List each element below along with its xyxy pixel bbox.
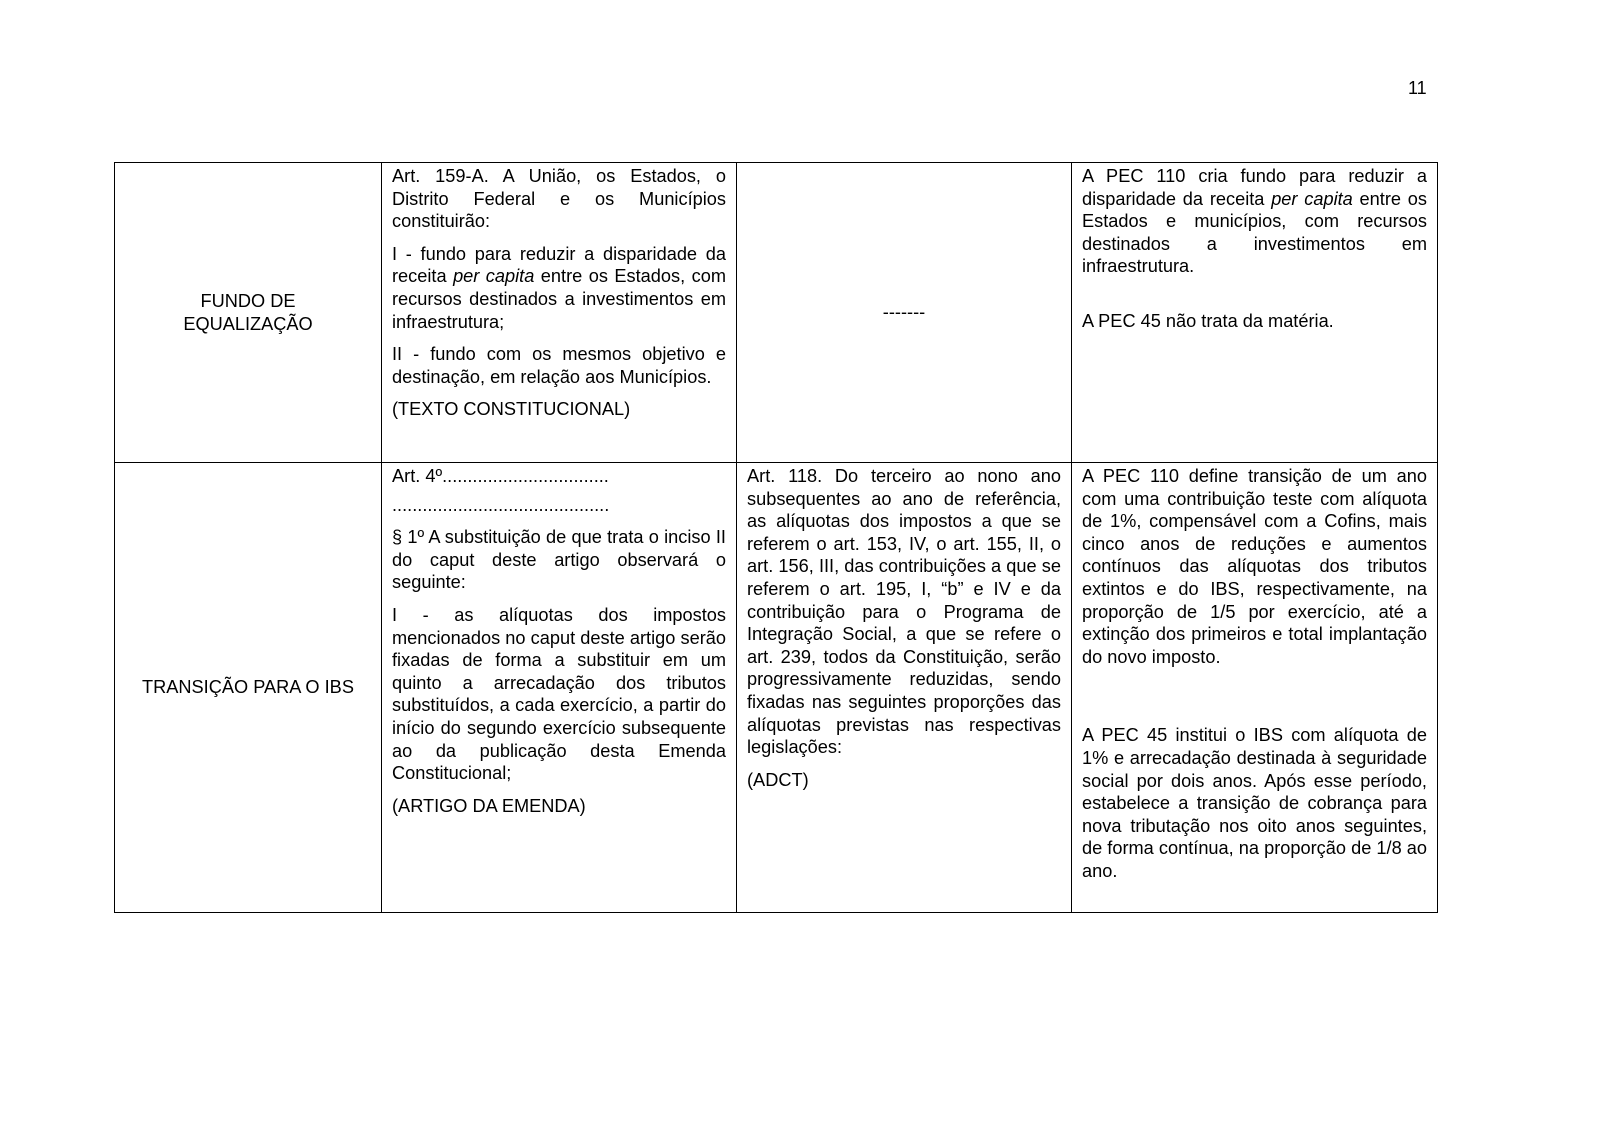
topic-label: FUNDO DE EQUALIZAÇÃO [183, 290, 313, 334]
text-paragraph: A PEC 110 cria fundo para reduzir a disparidade da receita per capita entre os Estados e municípios, com recursos destinados a investimentos em infraestrutura. [1082, 166, 1427, 277]
text-paragraph: I - fundo para reduzir a disparidade da receita per capita entre os Estados, com recursos destinados a investimentos em infraestrutura; [392, 243, 726, 332]
pec45-text-cell [737, 463, 1072, 913]
topic-cell [115, 163, 382, 463]
text-paragraph: A PEC 45 não trata da matéria. [1082, 310, 1334, 331]
comparison-table [114, 162, 1438, 913]
text-paragraph: II - fundo com os mesmos objetivo e destinação, em relação aos Municípios. [392, 344, 726, 387]
constitutional-text-cell [382, 163, 737, 463]
text-paragraph: Art. 4º................................. [392, 466, 609, 486]
table-row [115, 163, 1438, 463]
pec45-text-cell [737, 163, 1072, 463]
page-number: 11 [1408, 78, 1427, 98]
text-paragraph: ........................................... [392, 494, 610, 515]
text-paragraph: A PEC 110 define transição de um ano com uma contribuição teste com alíquota de 1%, compensável com a Cofins, mais cinco anos de reduções e aumentos contínuos das alíquotas dos tributos extintos e do IBS, respectivamente, na proporção de 1/5 por exercício, até a extinção dos primeiros e total implantação do novo imposto. [1082, 466, 1427, 667]
commentary-cell [1072, 463, 1438, 913]
source-label: (TEXTO CONSTITUCIONAL) [392, 399, 631, 420]
table-row [115, 463, 1438, 913]
text-paragraph: § 1º A substituição de que trata o inciso II do caput deste artigo observará o seguinte: [392, 527, 726, 593]
source-label: (ARTIGO DA EMENDA) [392, 795, 586, 816]
topic-cell [115, 463, 382, 913]
constitutional-text-cell [382, 463, 737, 913]
text-paragraph: I - as alíquotas dos impostos mencionados no caput deste artigo serão fixadas de forma a substituir em um quinto a arrecadação dos tributos substituídos, a cada exercício, a partir do início do segundo exercício subsequente ao da publicação desta Emenda Constitucional; [392, 604, 726, 784]
text-paragraph: Art. 118. Do terceiro ao nono ano subsequentes ao ano de referência, as alíquotas dos impostos a que se referem o art. 153, IV, o art. 155, II, o art. 156, III, das contribuições a que se referem o art. 195, I, “b” e IV e da contribuição para o Programa de Integração Social, a que se refere o art. 239, todos da Constituição, serão progressivamente reduzidas, sendo fixadas nas seguintes proporções das alíquotas previstas nas respectivas legislações: [747, 466, 1061, 758]
topic-label: TRANSIÇÃO PARA O IBS [142, 677, 354, 698]
commentary-cell [1072, 163, 1438, 463]
empty-dash: ------- [882, 302, 926, 323]
source-label: (ADCT) [747, 769, 809, 790]
text-paragraph: Art. 159-A. A União, os Estados, o Distrito Federal e os Municípios constituirão: [392, 166, 726, 232]
text-paragraph: A PEC 45 institui o IBS com alíquota de 1% e arrecadação destinada à seguridade social por dois anos. Após esse período, estabelece a transição de cobrança para nova tributação nos oito anos seguintes, de forma contínua, na proporção de 1/8 ao ano. [1082, 725, 1427, 881]
